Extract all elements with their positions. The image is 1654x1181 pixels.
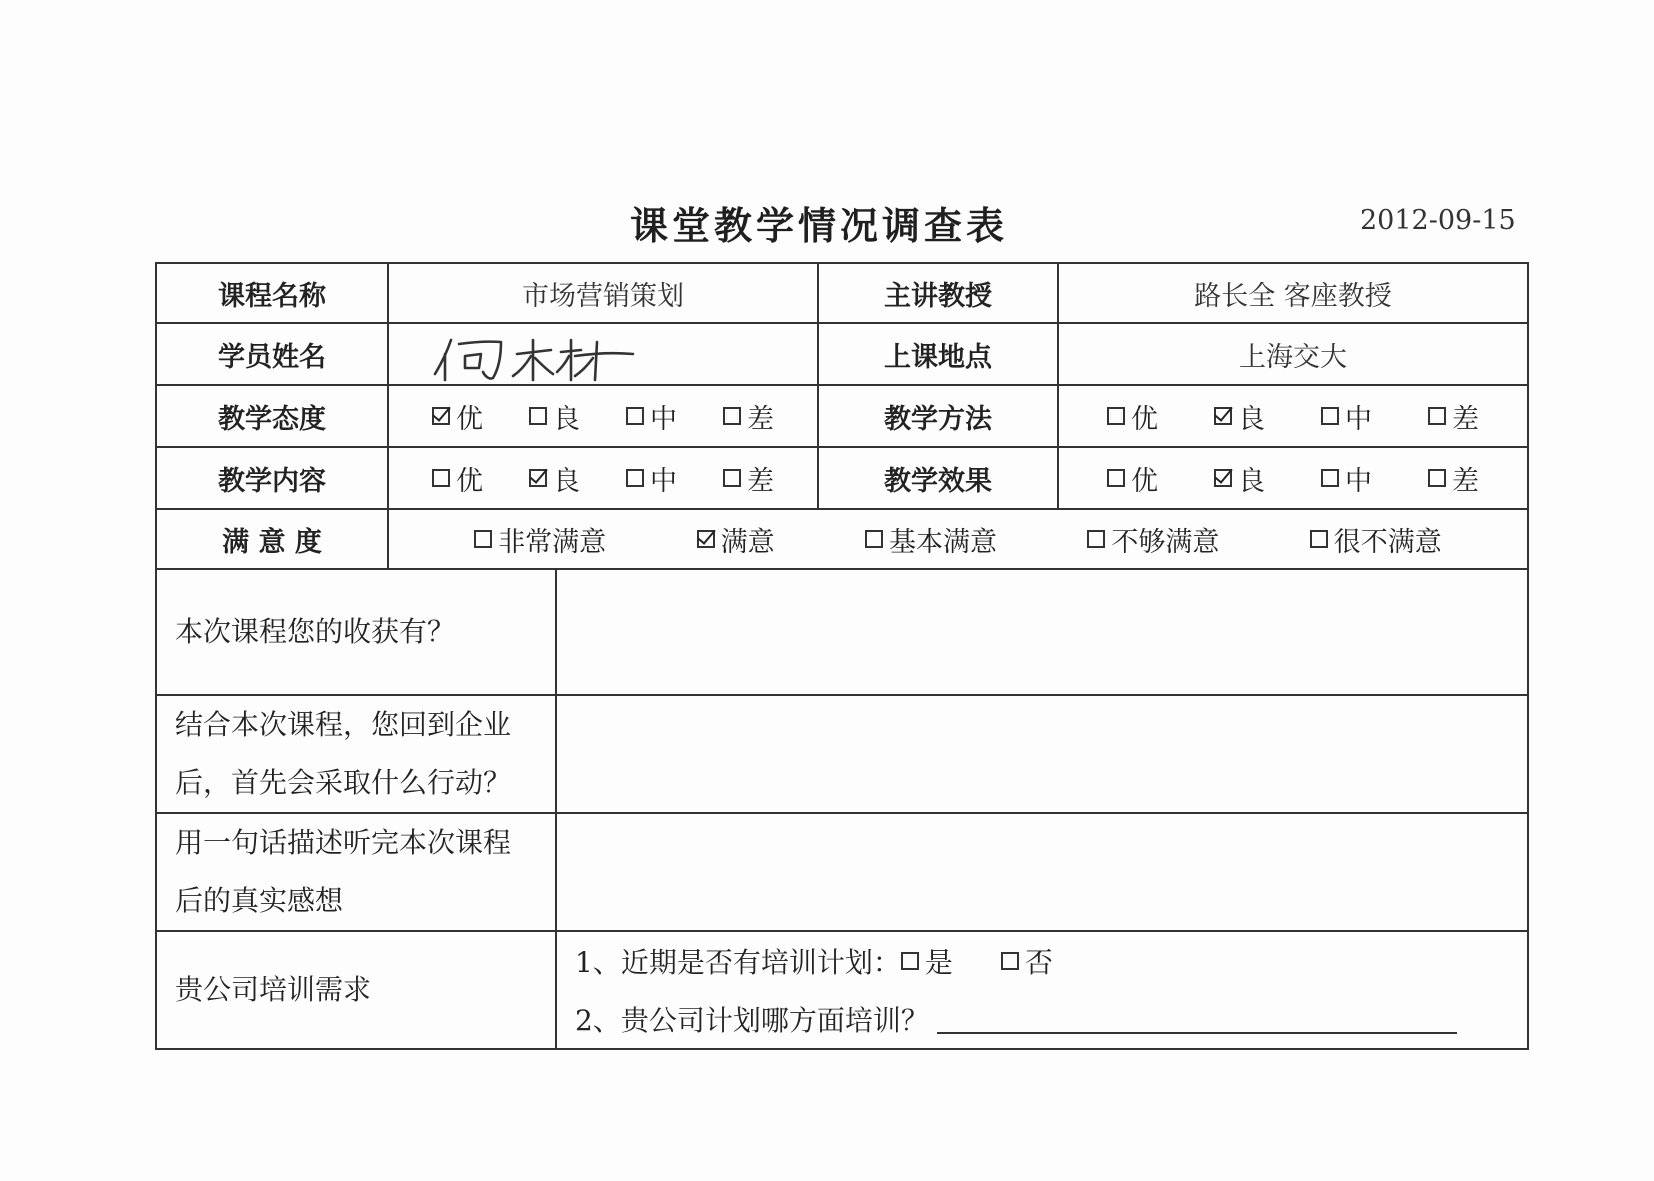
checkbox[interactable] xyxy=(529,407,547,425)
attitude-option[interactable] xyxy=(626,397,677,436)
checkbox[interactable] xyxy=(1107,407,1125,425)
checkbox[interactable] xyxy=(723,407,741,425)
row-q3 xyxy=(156,813,1528,931)
checkbox[interactable] xyxy=(865,530,883,548)
checkbox[interactable] xyxy=(723,469,741,487)
student-signature xyxy=(429,332,649,384)
content-option[interactable] xyxy=(626,459,677,498)
course-name-value[interactable]: 市场营销策划 xyxy=(388,263,818,323)
attitude-option-group xyxy=(389,397,817,436)
teaching-attitude-options xyxy=(388,385,818,447)
attitude-option-label: 差 xyxy=(747,403,774,435)
satisfaction-option-group xyxy=(389,520,1527,559)
question-feelings-line1: 用一句话描述听完本次课程 xyxy=(175,826,512,859)
attitude-option-label: 良 xyxy=(553,403,580,435)
checkbox[interactable] xyxy=(626,469,644,487)
training-needs-label: 贵公司培训需求 xyxy=(156,931,556,1049)
method-option[interactable] xyxy=(1321,397,1372,436)
row-q2 xyxy=(156,695,1528,813)
checkbox[interactable] xyxy=(474,530,492,548)
training-needs-answer xyxy=(556,931,1528,1049)
yes-checkbox[interactable] xyxy=(901,952,919,970)
effect-option[interactable] xyxy=(1321,459,1372,498)
satisfaction-option-label: 基本满意 xyxy=(888,526,997,558)
row-satisfaction xyxy=(156,509,1528,569)
effect-option[interactable] xyxy=(1214,459,1265,498)
location-value[interactable]: 上海交大 xyxy=(1058,323,1528,385)
teaching-attitude-label: 教学态度 xyxy=(156,385,388,447)
course-name-label: 课程名称 xyxy=(156,263,388,323)
teaching-method-label: 教学方法 xyxy=(818,385,1058,447)
checked-checkbox[interactable] xyxy=(697,530,715,548)
teaching-effect-options xyxy=(1058,447,1528,509)
location-label: 上课地点 xyxy=(818,323,1058,385)
training-area-line xyxy=(557,990,1527,1048)
content-option-label: 良 xyxy=(553,465,580,497)
no-label: 否 xyxy=(1024,946,1053,979)
checkbox[interactable] xyxy=(432,469,450,487)
training-plan-yes[interactable] xyxy=(901,941,953,981)
training-area-input[interactable] xyxy=(937,1004,1457,1034)
satisfaction-option-label: 满意 xyxy=(720,526,775,558)
row-content-effect xyxy=(156,447,1528,509)
content-option-label: 差 xyxy=(747,465,774,497)
method-option-label: 优 xyxy=(1131,403,1158,435)
attitude-option[interactable] xyxy=(723,397,774,436)
checkbox[interactable] xyxy=(1428,469,1446,487)
teaching-method-options xyxy=(1058,385,1528,447)
question-action-line1: 结合本次课程，您回到企业 xyxy=(175,708,512,741)
checkbox[interactable] xyxy=(1310,530,1328,548)
method-option-group xyxy=(1059,397,1527,436)
row-student xyxy=(156,323,1528,385)
content-option-label: 优 xyxy=(456,465,483,497)
checked-checkbox[interactable] xyxy=(529,469,547,487)
question-action xyxy=(156,695,556,813)
question-feelings xyxy=(156,813,556,931)
teaching-content-label: 教学内容 xyxy=(156,447,388,509)
no-checkbox[interactable] xyxy=(1001,952,1019,970)
checkbox[interactable] xyxy=(1321,407,1339,425)
effect-option-label: 差 xyxy=(1452,465,1479,497)
answer-action[interactable] xyxy=(556,695,1528,813)
yes-label: 是 xyxy=(924,946,953,979)
satisfaction-option[interactable] xyxy=(1087,520,1219,559)
checkbox[interactable] xyxy=(1087,530,1105,548)
content-option-label: 中 xyxy=(650,465,677,497)
method-option-label: 中 xyxy=(1345,403,1372,435)
checked-checkbox[interactable] xyxy=(1214,469,1232,487)
satisfaction-option[interactable] xyxy=(1310,520,1442,559)
method-option[interactable] xyxy=(1214,397,1265,436)
attitude-option[interactable] xyxy=(432,397,483,436)
answer-gains[interactable] xyxy=(556,569,1528,695)
effect-option-label: 优 xyxy=(1131,465,1158,497)
checkbox[interactable] xyxy=(626,407,644,425)
attitude-option-label: 中 xyxy=(650,403,677,435)
student-name-field[interactable] xyxy=(388,323,818,385)
method-option[interactable] xyxy=(1107,397,1158,436)
satisfaction-option-label: 很不满意 xyxy=(1333,526,1442,558)
method-option-label: 差 xyxy=(1452,403,1479,435)
content-option[interactable] xyxy=(723,459,774,498)
row-course xyxy=(156,263,1528,323)
content-option[interactable] xyxy=(432,459,483,498)
teaching-content-options xyxy=(388,447,818,509)
survey-table xyxy=(155,262,1529,1050)
question-action-line2: 后，首先会采取什么行动？ xyxy=(175,766,512,799)
effect-option[interactable] xyxy=(1428,459,1479,498)
checked-checkbox[interactable] xyxy=(1214,407,1232,425)
effect-option-label: 良 xyxy=(1238,465,1265,497)
student-name-label: 学员姓名 xyxy=(156,323,388,385)
satisfaction-options xyxy=(388,509,1528,569)
effect-option-group xyxy=(1059,459,1527,498)
row-q1 xyxy=(156,569,1528,695)
checkbox[interactable] xyxy=(1428,407,1446,425)
attitude-option-label: 优 xyxy=(456,403,483,435)
effect-option[interactable] xyxy=(1107,459,1158,498)
training-plan-no[interactable] xyxy=(1001,941,1053,981)
satisfaction-option[interactable] xyxy=(865,520,997,559)
satisfaction-option-label: 不够满意 xyxy=(1111,526,1220,558)
form-date: 2012-09-15 xyxy=(1360,205,1516,236)
satisfaction-option[interactable] xyxy=(474,520,606,559)
lecturer-value[interactable]: 路长全 客座教授 xyxy=(1058,263,1528,323)
effect-option-label: 中 xyxy=(1345,465,1372,497)
satisfaction-label: 满 意 度 xyxy=(156,509,388,569)
answer-feelings[interactable] xyxy=(556,813,1528,931)
row-training xyxy=(156,931,1528,1049)
content-option-group xyxy=(389,459,817,498)
training-plan-line xyxy=(557,932,1527,990)
checkbox[interactable] xyxy=(1107,469,1125,487)
satisfaction-option-label: 非常满意 xyxy=(498,526,607,558)
form-title-text: 课堂教学情况调查表 xyxy=(629,204,1008,248)
training-area-question: 2、贵公司计划哪方面培训？ xyxy=(575,1004,929,1037)
content-option[interactable] xyxy=(529,459,580,498)
lecturer-label: 主讲教授 xyxy=(818,263,1058,323)
question-feelings-line2: 后的真实感想 xyxy=(175,884,344,917)
method-option[interactable] xyxy=(1428,397,1479,436)
satisfaction-option[interactable] xyxy=(697,520,775,559)
attitude-option[interactable] xyxy=(529,397,580,436)
question-gains: 本次课程您的收获有？ xyxy=(156,569,556,695)
checked-checkbox[interactable] xyxy=(432,407,450,425)
checkbox[interactable] xyxy=(1321,469,1339,487)
row-attitude-method xyxy=(156,385,1528,447)
training-plan-question: 1、近期是否有培训计划： xyxy=(575,946,901,979)
teaching-effect-label: 教学效果 xyxy=(818,447,1058,509)
method-option-label: 良 xyxy=(1238,403,1265,435)
